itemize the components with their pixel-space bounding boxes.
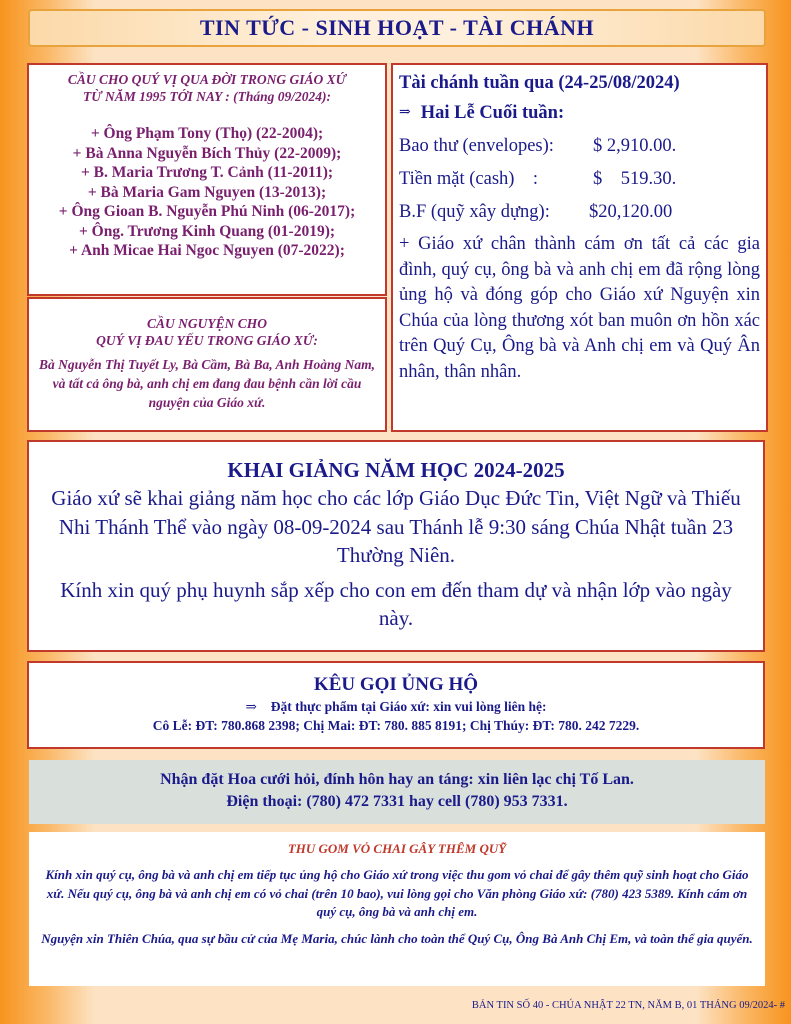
- finance-row-value: $ 519.30.: [593, 169, 677, 189]
- finance-thanks: + Giáo xứ chân thành cám ơn tất cả các gia đình, quý cụ, ông bà và anh chị em đã rộng lòng ủng hộ và đóng góp cho Giáo xứ Nguyện xin Chúa của lòng thương xót ban muôn ơn hồn xác trên Quý Cụ, Ông bà và Anh chị em và Quý Ân nhân, thân nhân.: [399, 234, 760, 382]
- page-title: TIN TỨC - SINH HOẠT - TÀI CHÁNH: [199, 15, 595, 40]
- finance-row-label: B.F (quỹ xây dựng):: [399, 202, 550, 222]
- deceased-title-line2: TỪ NĂM 1995 TỚI NAY : (Tháng 09/2024):: [82, 89, 332, 104]
- deceased-item: + Anh Micae Hai Ngoc Nguyen (07-2022);: [69, 242, 345, 259]
- finance-row: [399, 134, 760, 158]
- sick-text: Bà Nguyễn Thị Tuyết Ly, Bà Cầm, Bà Ba, Anh Hoàng Nam, và tất cả ông bà, anh chị em đang đau bệnh cần lời cầu nguyện của Giáo xứ.: [39, 357, 375, 410]
- finance-subtitle: [399, 101, 760, 125]
- finance-row-value: $20,120.00: [589, 202, 673, 222]
- deceased-title-line1: CẦU CHO QUÝ VỊ QUA ĐỜI TRONG GIÁO XỨ: [67, 72, 347, 87]
- arrow-right-icon: ⇒: [245, 699, 257, 714]
- finance-row-value: $ 2,910.00.: [593, 136, 677, 156]
- deceased-item: + Ông Gioan B. Nguyễn Phú Ninh (06-2017);: [58, 203, 356, 220]
- support-line2: Cô Lễ: ĐT: 780.868 2398; Chị Mai: ĐT: 780. 885 8191; Chị Thúy: ĐT: 780. 242 7229.: [152, 718, 640, 733]
- finance-row-label: Tiền mặt (cash) :: [399, 169, 539, 189]
- school-text: Giáo xứ sẽ khai giảng năm học cho các lớp Giáo Dục Đức Tin, Việt Ngữ và Thiếu Nhi Thánh Thể vào ngày 08-09-2024 sau Thánh lễ 9:30 sáng Chúa Nhật tuần 23 Thường Niên.: [51, 486, 741, 567]
- support-title: KÊU GỌI ỦNG HỘ: [313, 674, 479, 695]
- support-line1-text: Đặt thực phẩm tại Giáo xứ: xin vui lòng liên hệ:: [270, 699, 547, 714]
- finance-box: [391, 63, 768, 432]
- flower-line2: Điện thoại: (780) 472 7331 hay cell (780) 953 7331.: [226, 793, 568, 810]
- deceased-item: + Bà Anna Nguyễn Bích Thủy (22-2009);: [72, 144, 342, 162]
- deceased-item: + Bà Maria Gam Nguyen (13-2013);: [87, 183, 327, 201]
- deceased-item: + Ông. Trương Kinh Quang (01-2019);: [78, 222, 336, 240]
- footer-text: BẢN TIN SỐ 40 - CHÚA NHẬT 22 TN, NĂM B, 01 THÁNG 09/2024- #: [471, 1000, 785, 1011]
- arrow-right-icon: ⇒: [399, 105, 411, 120]
- bottle-collection-box: [29, 832, 765, 986]
- finance-row: [399, 200, 760, 224]
- finance-row-label: Bao thư (envelopes):: [399, 136, 554, 156]
- school-text-parents: Kính xin quý phụ huynh sắp xếp cho con em đến tham dự và nhận lớp vào ngày này.: [60, 577, 732, 630]
- bottles-text: Kính xin quý cụ, ông bà và anh chị em tiếp tục ủng hộ cho Giáo xứ trong việc thu gom vỏ chai để gây thêm quỹ sinh hoạt cho Giáo xứ. Nếu quý cụ, ông bà và anh chị em có vỏ chai (trên 10 bao), vui lòng gọi cho Văn phòng Giáo xứ: (780) 423 5389. Kính cám ơn quý cụ, ông bà và anh chị em.: [45, 867, 749, 919]
- support-box: [27, 661, 765, 749]
- flower-box: [29, 760, 765, 824]
- school-title: KHAI GIẢNG NĂM HỌC 2024-2025: [227, 458, 565, 482]
- flower-line1: Nhận đặt Hoa cưới hỏi, đính hôn hay an táng: xin liên lạc chị Tố Lan.: [160, 771, 634, 788]
- finance-row: [399, 167, 760, 191]
- deceased-item: + B. Maria Trương T. Cảnh (11-2011);: [80, 164, 334, 181]
- deceased-list: [37, 124, 377, 261]
- sick-title-line2: QUÝ VỊ ĐAU YẾU TRONG GIÁO XỨ:: [96, 333, 318, 348]
- sick-prayer-box: [27, 297, 387, 432]
- finance-subtitle-text: Hai Lễ Cuối tuần:: [420, 103, 565, 123]
- page-header: [28, 9, 766, 47]
- school-opening-box: [27, 440, 765, 652]
- bottles-blessing: Nguyện xin Thiên Chúa, qua sự bầu cử của Mẹ Maria, chúc lành cho toàn thể Quý Cụ, Ông Bà Anh Chị Em, và toàn thể gia quyến.: [41, 930, 753, 946]
- finance-title: Tài chánh tuần qua (24-25/08/2024): [399, 73, 680, 93]
- support-line1: [39, 697, 753, 716]
- deceased-prayer-box: [27, 63, 387, 296]
- bottles-title: THU GOM VỎ CHAI GÂY THÊM QUỸ: [287, 841, 507, 856]
- deceased-item: + Ông Phạm Tony (Thọ) (22-2004);: [90, 125, 324, 142]
- sick-title-line1: CẦU NGUYỆN CHO: [146, 316, 267, 331]
